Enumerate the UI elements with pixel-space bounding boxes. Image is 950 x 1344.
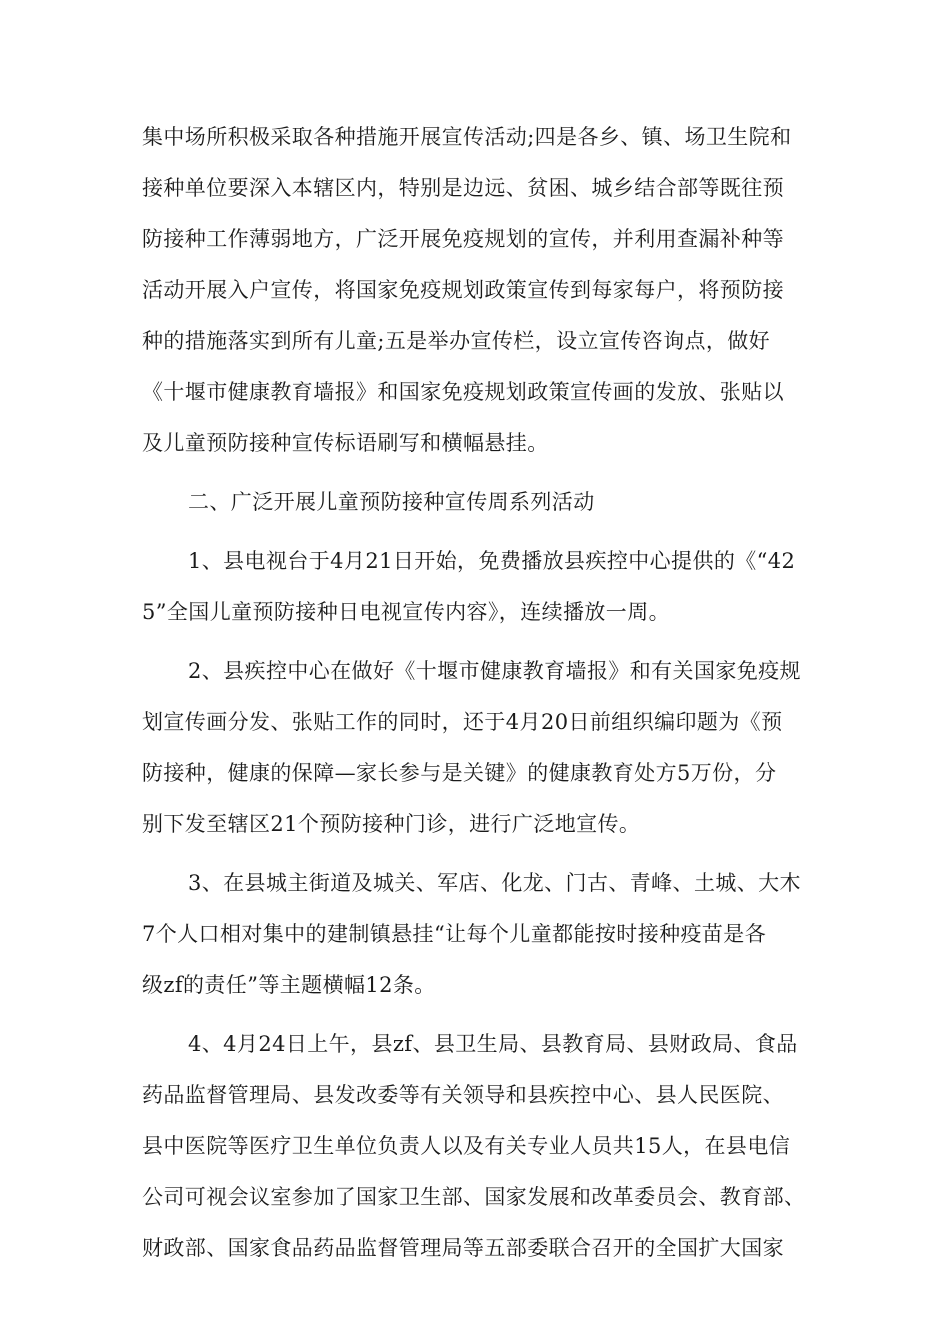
text-line: 级zf的责任”等主题横幅12条。 (142, 973, 436, 997)
text-line: 防接种工作薄弱地方，广泛开展免疫规划的宣传，并利用查漏补种等 (142, 227, 784, 251)
list-item (142, 858, 827, 1011)
text-line: 3、在县城主街道及城关、军店、化龙、门古、青峰、土城、大木 (188, 871, 801, 895)
text-line: 别下发至辖区21个预防接种门诊，进行广泛地宣传。 (142, 812, 641, 836)
section-heading-text: 二、广泛开展儿童预防接种宣传周系列活动 (188, 490, 595, 514)
text-line: 4、4月24日上午，县zf、县卫生局、县教育局、县财政局、食品 (188, 1032, 798, 1056)
text-line: 划宣传画分发、张贴工作的同时，还于4月20日前组织编印题为《预 (142, 710, 783, 734)
paragraph (142, 112, 827, 469)
text-line: 5”全国儿童预防接种日电视宣传内容》，连续播放一周。 (142, 600, 670, 624)
text-line: 7个人口相对集中的建制镇悬挂“让每个儿童都能按时接种疫苗是各 (142, 922, 767, 946)
list-item (142, 646, 827, 850)
text-line: 集中场所积极采取各种措施开展宣传活动;四是各乡、镇、场卫生院和 (142, 125, 792, 149)
text-line: 及儿童预防接种宣传标语刷写和横幅悬挂。 (142, 431, 549, 455)
text-line: 财政部、国家食品药品监督管理局等五部委联合召开的全国扩大国家 (142, 1236, 784, 1260)
text-line: 活动开展入户宣传，将国家免疫规划政策宣传到每家每户，将预防接 (142, 278, 784, 302)
text-line: 种的措施落实到所有儿童;五是举办宣传栏，设立宣传咨询点，做好 (142, 329, 771, 353)
text-line: 防接种，健康的保障—家长参与是关键》的健康教育处方5万份，分 (142, 761, 777, 785)
list-item (142, 1019, 827, 1274)
document-page (142, 112, 827, 1274)
section-heading (142, 477, 827, 528)
list-item (142, 536, 827, 638)
text-line: 县中医院等医疗卫生单位负责人以及有关专业人员共15人，在县电信 (142, 1134, 791, 1158)
text-line: 公司可视会议室参加了国家卫生部、国家发展和改革委员会、教育部、 (142, 1185, 806, 1209)
text-line: 《十堰市健康教育墙报》和国家免疫规划政策宣传画的发放、张贴以 (142, 380, 784, 404)
text-line: 接种单位要深入本辖区内，特别是边远、贫困、城乡结合部等既往预 (142, 176, 784, 200)
text-line: 1、县电视台于4月21日开始，免费播放县疾控中心提供的《“42 (188, 549, 796, 573)
text-line: 药品监督管理局、县发改委等有关领导和县疾控中心、县人民医院、 (142, 1083, 784, 1107)
text-line: 2、县疾控中心在做好《十堰市健康教育墙报》和有关国家免疫规 (188, 659, 801, 683)
